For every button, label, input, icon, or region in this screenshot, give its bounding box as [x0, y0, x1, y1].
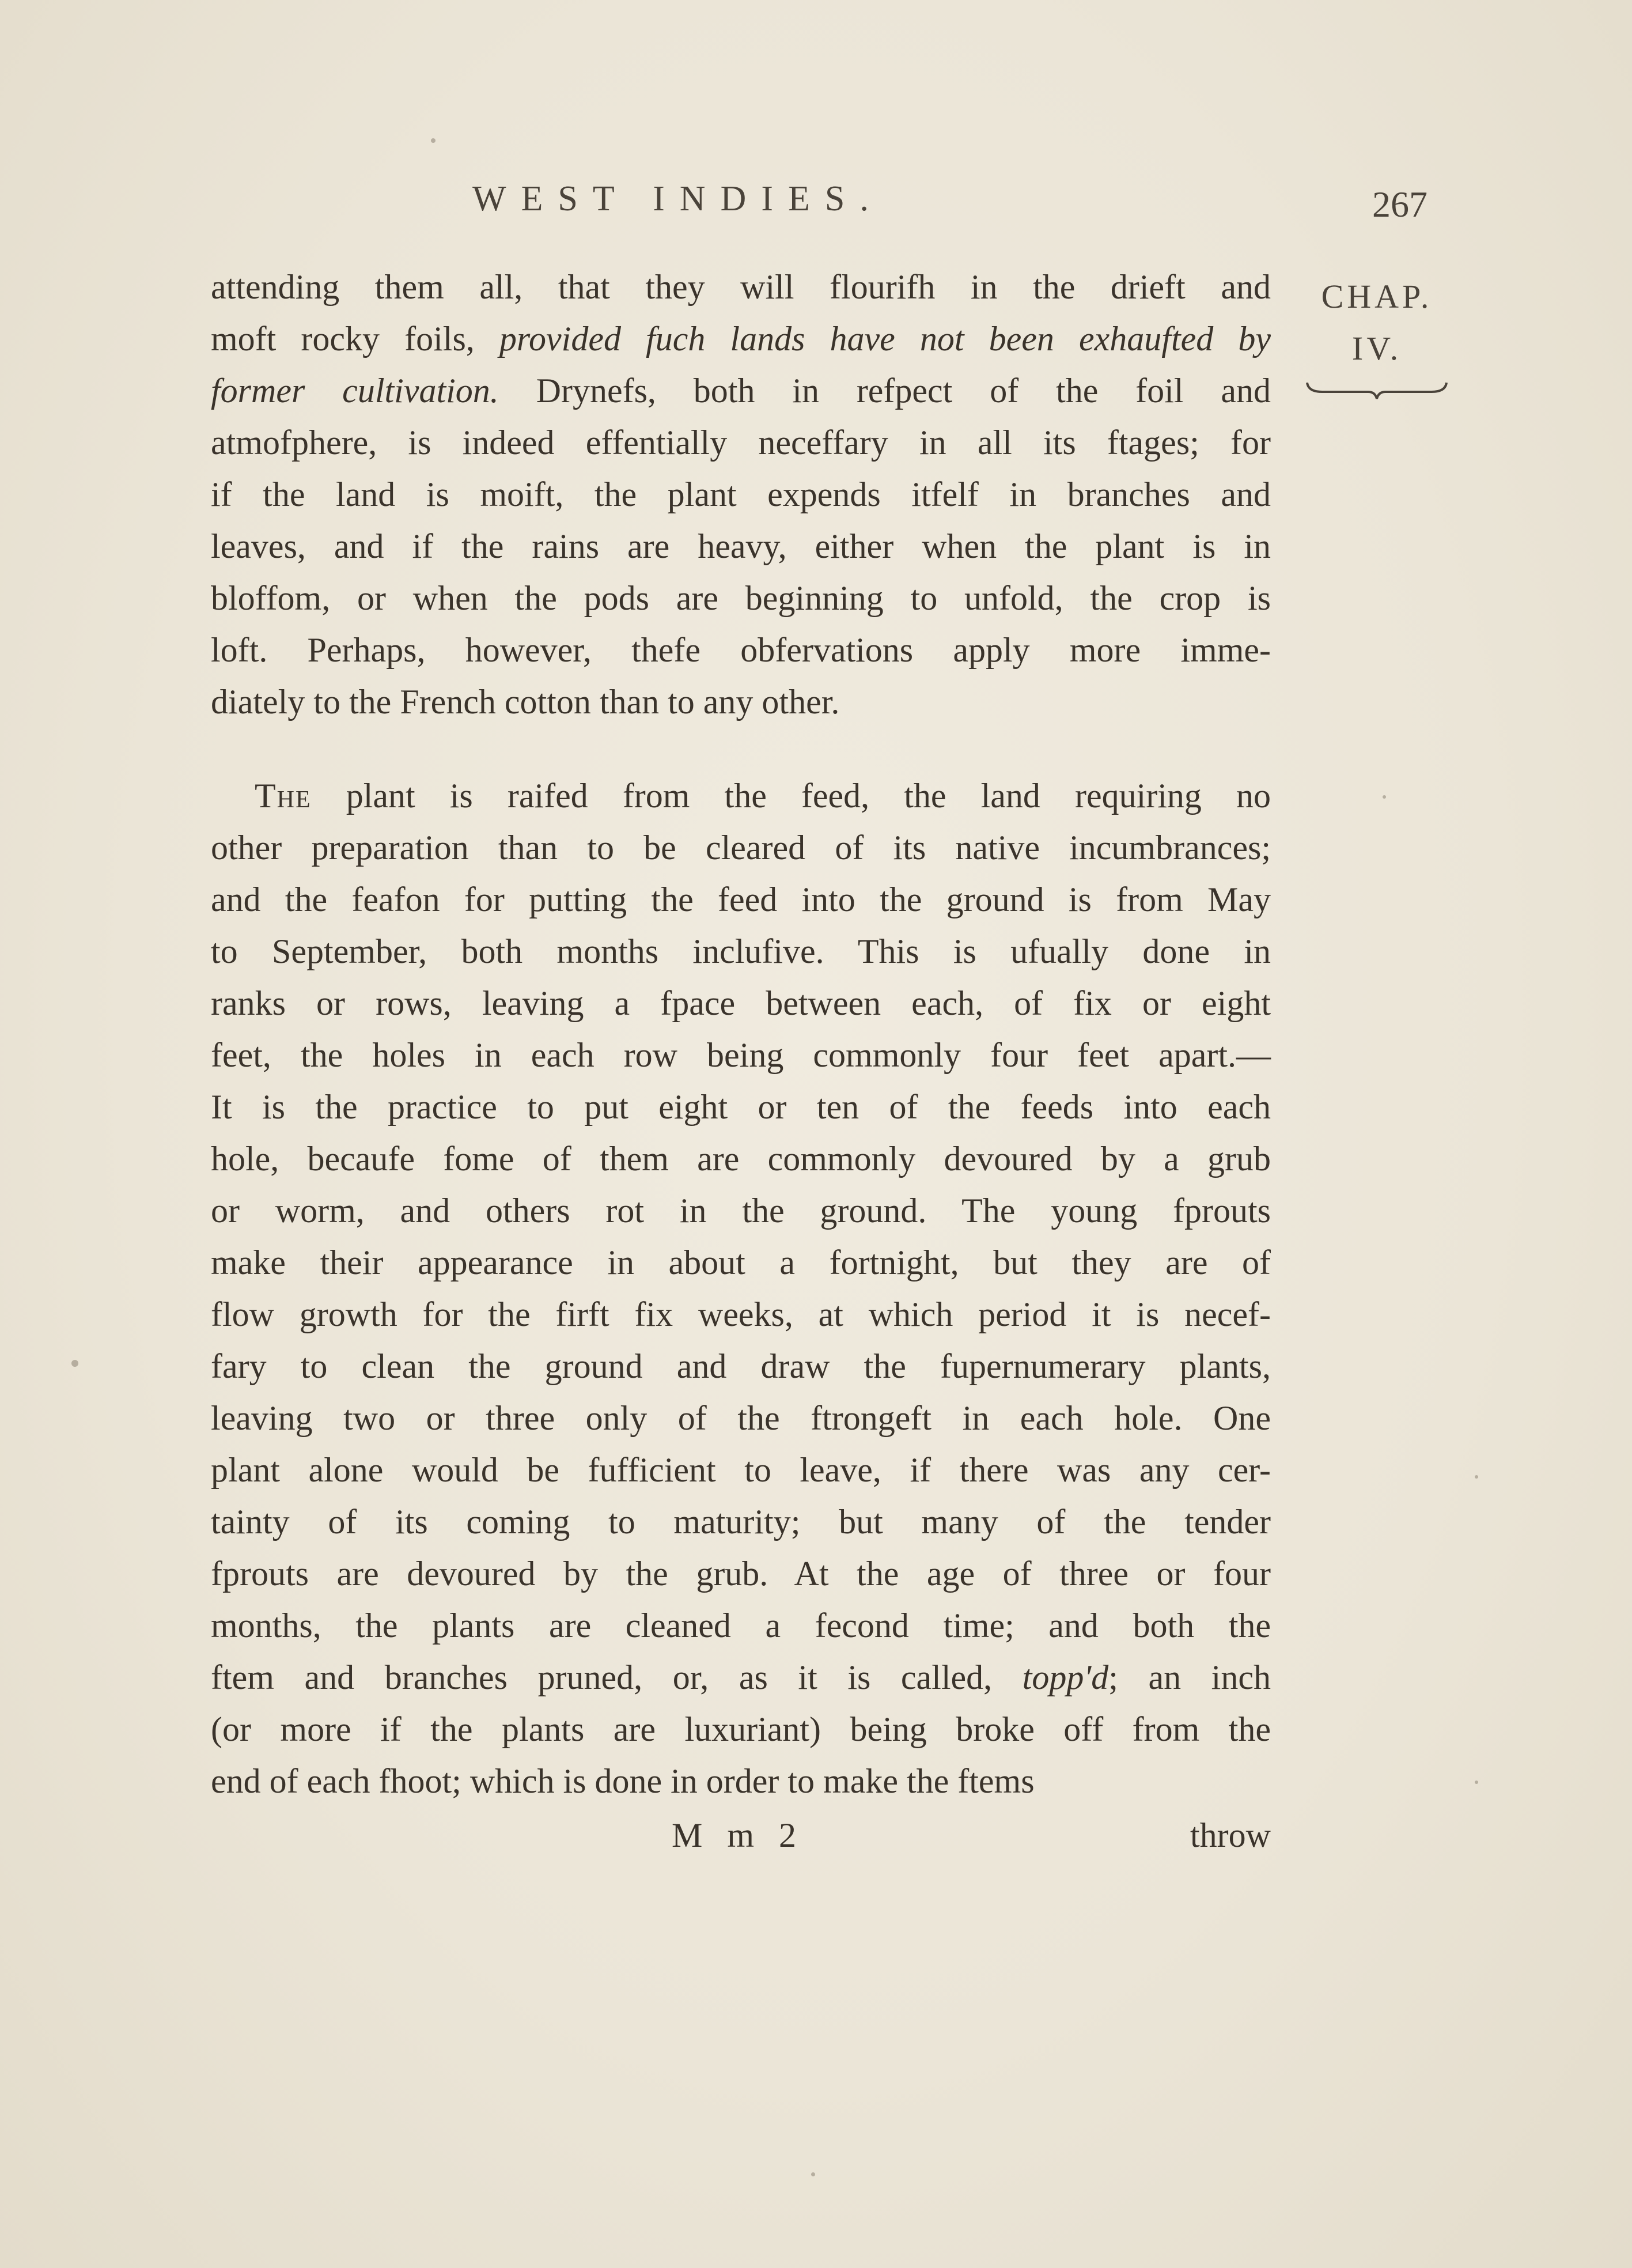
- paragraph-1: [211, 261, 1271, 728]
- catchline: [211, 1809, 1271, 1861]
- paper-speck: [1475, 1475, 1478, 1479]
- text-line: loft. Perhaps, however, thefe obfervations apply more imme-: [211, 631, 1271, 669]
- chapter-margin-note: [1302, 271, 1452, 400]
- chapter-label: CHAP.: [1321, 278, 1433, 315]
- paper-speck: [1475, 1781, 1478, 1784]
- text-line: former cultivation. Drynefs, both in refpect of the foil and: [211, 372, 1271, 410]
- paragraph-2: [211, 770, 1271, 1807]
- text-line: or worm, and others rot in the ground. The young fprouts: [211, 1192, 1271, 1230]
- signature-mark: M m 2: [672, 1816, 805, 1854]
- chapter-number: IV.: [1351, 330, 1402, 367]
- text-line: fary to clean the ground and draw the fupernumerary plants,: [211, 1347, 1271, 1385]
- text-line: fprouts are devoured by the grub. At the age of three or four: [211, 1555, 1271, 1593]
- text-line: moft rocky foils, provided fuch lands have not been exhaufted by: [211, 320, 1271, 358]
- text-line: and the feafon for putting the feed into the ground is from May: [211, 880, 1271, 918]
- text-line: hole, becaufe fome of them are commonly devoured by a grub: [211, 1140, 1271, 1178]
- text-line: diately to the French cotton than to any other.: [211, 683, 840, 721]
- text-line: end of each fhoot; which is done in order to make the ftems: [211, 1762, 1035, 1800]
- text-line: to September, both months inclufive. This is ufually done in: [211, 932, 1271, 970]
- text-line: plant alone would be fufficient to leave, if there was any cer-: [211, 1451, 1271, 1489]
- text-line: months, the plants are cleaned a fecond time; and both the: [211, 1606, 1271, 1645]
- catchword: throw: [1190, 1816, 1271, 1854]
- paper-speck: [1383, 795, 1386, 799]
- paper-speck: [811, 2172, 815, 2176]
- text-line: The plant is raifed from the feed, the land requiring no: [255, 777, 1271, 815]
- text-line: (or more if the plants are luxuriant) being broke off from the: [211, 1710, 1271, 1748]
- text-line: attending them all, that they will flourifh in the drieft and: [211, 268, 1271, 306]
- text-line: flow growth for the firft fix weeks, at which period it is necef-: [211, 1295, 1271, 1333]
- text-line: make their appearance in about a fortnight, but they are of: [211, 1243, 1271, 1282]
- text-line: tainty of its coming to maturity; but many of the tender: [211, 1503, 1271, 1541]
- text-line: It is the practice to put eight or ten of the feeds into each: [211, 1088, 1271, 1126]
- curly-brace-icon: [1305, 379, 1449, 400]
- text-line: ranks or rows, leaving a fpace between each, of fix or eight: [211, 984, 1271, 1022]
- text-line: other preparation than to be cleared of its native incumbrances;: [211, 829, 1271, 867]
- running-title: WEST INDIES.: [472, 179, 884, 218]
- text-line: leaves, and if the rains are heavy, either when the plant is in: [211, 527, 1271, 565]
- text-line: bloffom, or when the pods are beginning to unfold, the crop is: [211, 579, 1271, 617]
- small-caps-run: The: [255, 777, 312, 815]
- italic-run: provided fuch lands have not been exhaufted by: [499, 320, 1271, 358]
- page-number: 267: [1372, 184, 1427, 225]
- italic-run: former cultivation.: [211, 372, 499, 410]
- text-line: ftem and branches pruned, or, as it is called, topp'd; an inch: [211, 1658, 1271, 1696]
- text-line: if the land is moift, the plant expends itfelf in branches and: [211, 475, 1271, 513]
- paper-speck: [71, 1360, 78, 1367]
- text-line: atmofphere, is indeed effentially neceffary in all its ftages; for: [211, 424, 1271, 462]
- text-line: leaving two or three only of the ftrongeft in each hole. One: [211, 1399, 1271, 1437]
- text-line: feet, the holes in each row being commonly four feet apart.—: [211, 1036, 1271, 1074]
- paper-speck: [431, 138, 436, 143]
- italic-run: topp'd: [1022, 1658, 1109, 1696]
